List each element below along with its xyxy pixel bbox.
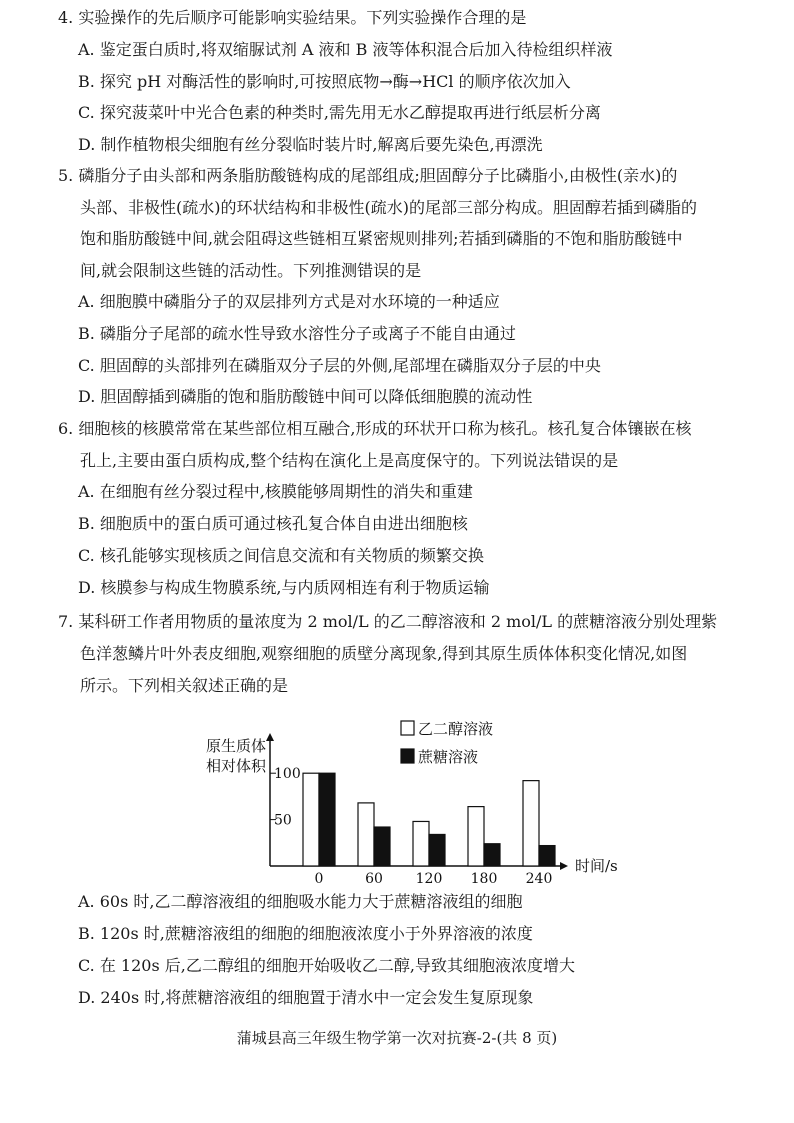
q5-stem-line-1: 5. 磷脂分子由头部和两条脂肪酸链构成的尾部组成;胆固醇分子比磷脂小,由极性(亲水)的 bbox=[58, 166, 678, 185]
q7-option-b: B. 120s 时,蔗糖溶液组的细胞的细胞液浓度小于外界溶液的浓度 bbox=[78, 924, 533, 943]
q6-stem-line-1: 6. 细胞核的核膜常常在某些部位相互融合,形成的环状开口称为核孔。核孔复合体镶嵌在核 bbox=[58, 419, 692, 438]
x-tick-label: 0 bbox=[314, 871, 324, 887]
bar-ethylene-glycol bbox=[303, 773, 319, 866]
legend-label: 乙二醇溶液 bbox=[418, 720, 494, 738]
y-axis-label: 相对体积 bbox=[206, 757, 267, 775]
bar-ethylene-glycol bbox=[358, 803, 374, 866]
legend-swatch bbox=[401, 721, 414, 735]
q7-stem-line-3: 所示。下列相关叙述正确的是 bbox=[80, 676, 289, 695]
page-footer: 蒲城县高三年级生物学第一次对抗赛-2-(共 8 页) bbox=[236, 1029, 558, 1047]
y-tick-label: 50 bbox=[274, 812, 292, 829]
bar-sucrose bbox=[319, 773, 335, 866]
bar-ethylene-glycol bbox=[468, 807, 484, 866]
q6-option-a: A. 在细胞有丝分裂过程中,核膜能够周期性的消失和重建 bbox=[78, 482, 473, 501]
y-tick-label: 100 bbox=[274, 766, 301, 783]
bar-sucrose bbox=[429, 834, 445, 866]
x-axis-arrow bbox=[560, 862, 568, 870]
q7-option-c: C. 在 120s 后,乙二醇组的细胞开始吸收乙二醇,导致其细胞液浓度增大 bbox=[78, 956, 575, 975]
q7-stem-line-1: 7. 某科研工作者用物质的量浓度为 2 mol/L 的乙二醇溶液和 2 mol/L 的蔗糖溶液分别处理紫 bbox=[58, 612, 718, 631]
x-tick-label: 60 bbox=[365, 871, 383, 887]
q4-option-c: C. 探究菠菜叶中光合色素的种类时,需先用无水乙醇提取再进行纸层析分离 bbox=[78, 103, 601, 122]
q5-option-c: C. 胆固醇的头部排列在磷脂双分子层的外侧,尾部埋在磷脂双分子层的中央 bbox=[78, 356, 601, 375]
q7-stem-line-2: 色洋葱鳞片叶外表皮细胞,观察细胞的质壁分离现象,得到其原生质体体积变化情况,如图 bbox=[80, 644, 688, 663]
bar-ethylene-glycol bbox=[523, 781, 539, 866]
q6-option-d: D. 核膜参与构成生物膜系统,与内质网相连有利于物质运输 bbox=[78, 578, 490, 597]
bar-sucrose bbox=[539, 846, 555, 866]
q4-option-d: D. 制作植物根尖细胞有丝分裂临时装片时,解离后要先染色,再漂洗 bbox=[78, 135, 543, 154]
q4-option-a: A. 鉴定蛋白质时,将双缩脲试剂 A 液和 B 液等体积混合后加入待检组织样液 bbox=[78, 40, 613, 59]
q4-option-b: B. 探究 pH 对酶活性的影响时,可按照底物→酶→HCl 的顺序依次加入 bbox=[78, 72, 571, 91]
x-tick-label: 120 bbox=[415, 871, 443, 887]
q4-stem: 4. 实验操作的先后顺序可能影响实验结果。下列实验操作合理的是 bbox=[58, 8, 527, 27]
bar-sucrose bbox=[374, 827, 390, 866]
q6-stem-line-2: 孔上,主要由蛋白质构成,整个结构在演化上是高度保守的。下列说法错误的是 bbox=[80, 451, 619, 470]
q5-stem-line-3: 饱和脂肪酸链中间,就会阻碍这些链相互紧密规则排列;若插到磷脂的不饱和脂肪酸链中 bbox=[80, 229, 683, 248]
q5-stem-line-4: 间,就会限制这些链的活动性。下列推测错误的是 bbox=[80, 261, 422, 280]
q6-option-b: B. 细胞质中的蛋白质可通过核孔复合体自由进出细胞核 bbox=[78, 514, 468, 533]
q7-option-d: D. 240s 时,将蔗糖溶液组的细胞置于清水中一定会发生复原现象 bbox=[78, 988, 534, 1007]
x-tick-label: 180 bbox=[470, 871, 498, 887]
bar-ethylene-glycol bbox=[413, 821, 429, 866]
q5-option-b: B. 磷脂分子尾部的疏水性导致水溶性分子或离子不能自由通过 bbox=[78, 324, 516, 343]
q5-option-a: A. 细胞膜中磷脂分子的双层排列方式是对水环境的一种适应 bbox=[78, 292, 500, 311]
q5-option-d: D. 胆固醇插到磷脂的饱和脂肪酸链中间可以降低细胞膜的流动性 bbox=[78, 387, 533, 406]
legend-swatch bbox=[401, 749, 414, 763]
q5-stem-line-2: 头部、非极性(疏水)的环状结构和非极性(疏水)的尾部三部分构成。胆固醇若插到磷脂的 bbox=[80, 198, 697, 217]
x-axis-label: 时间/s bbox=[575, 857, 618, 875]
x-tick-label: 240 bbox=[525, 871, 553, 887]
y-axis-label: 原生质体 bbox=[206, 737, 267, 755]
legend-label: 蔗糖溶液 bbox=[418, 748, 479, 766]
q7-option-a: A. 60s 时,乙二醇溶液组的细胞吸水能力大于蔗糖溶液组的细胞 bbox=[78, 892, 523, 911]
y-axis-arrow bbox=[266, 733, 274, 741]
q6-option-c: C. 核孔能够实现核质之间信息交流和有关物质的频繁交换 bbox=[78, 546, 484, 565]
bar-sucrose bbox=[484, 844, 500, 866]
